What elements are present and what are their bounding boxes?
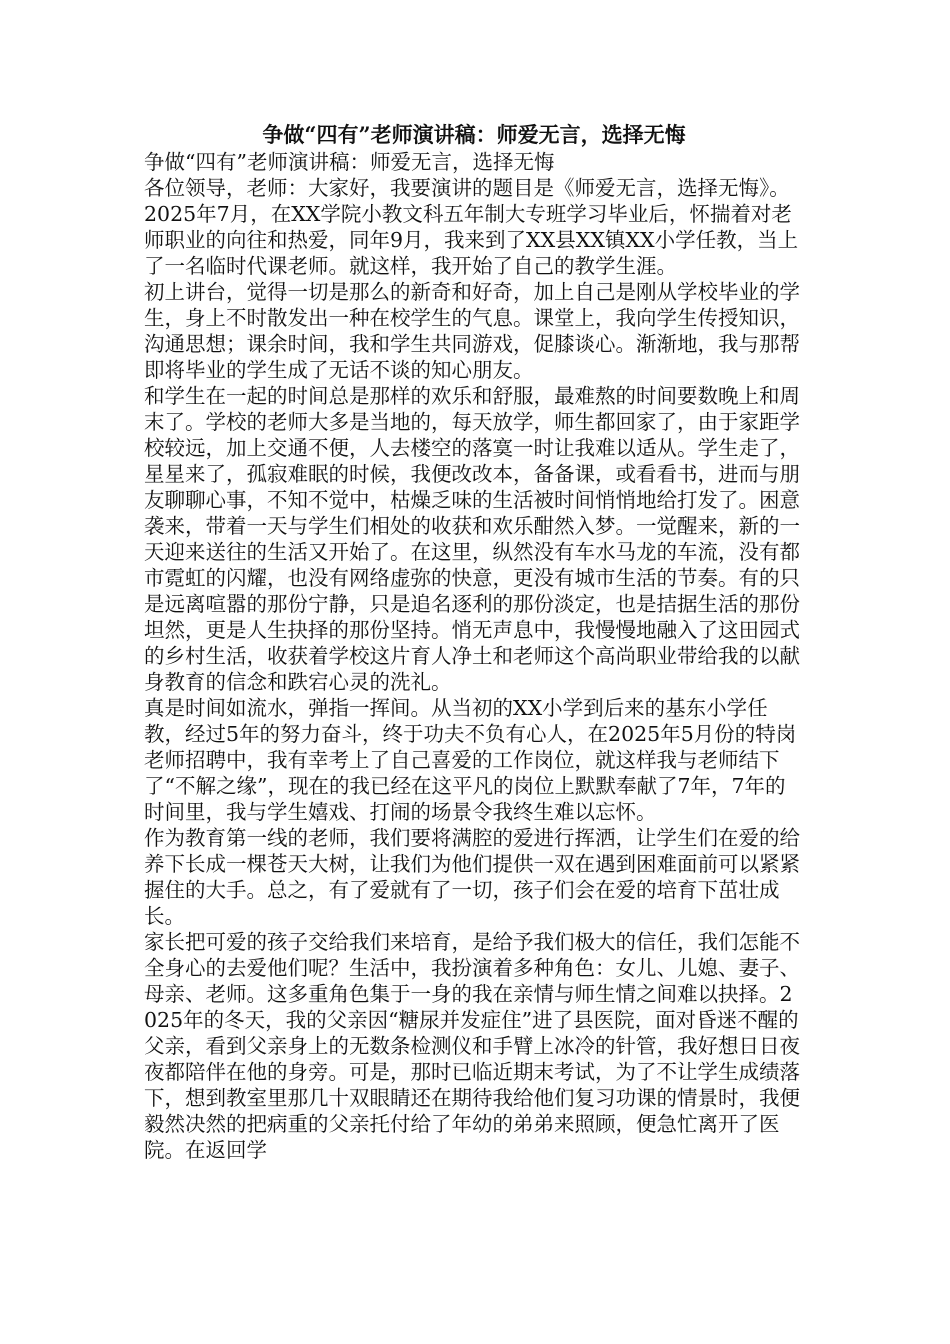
document-title: 争做“四有”老师演讲稿：师爱无言，选择无悔 bbox=[262, 122, 686, 147]
paragraph-greeting: 各位领导，老师：大家好，我要演讲的题目是《师爱无言，选择无悔》。 bbox=[144, 176, 790, 200]
paragraph-frontline-teacher: 作为教育第一线的老师，我们要将满腔的爱进行挥洒，让学生们在爱的给养下长成一棵苍天大树，让我们为他们提供一双在遇到困难面前可以紧紧握住的大手。总之，有了爱就有了一切，孩子们会在爱的培育下茁壮成长。 bbox=[144, 826, 800, 928]
paragraph-parents-trust: 家长把可爱的孩子交给我们来培育，是给予我们极大的信任，我们怎能不全身心的去爱他们呢？生活中，我扮演着多种角色：女儿、儿媳、妻子、母亲、老师。这多重角色集于一身的我在亲情与师生情之间难以抉择。2025年的冬天，我的父亲因“糖尿并发症住”进了县医院，面对昏迷不醒的父亲，看到父亲身上的无数条检测仪和手臂上冰冷的针管，我好想日日夜夜都陪伴在他的身旁。可是，那时已临近期末考试，为了不让学生成绩落下，想到教室里那几十双眼睛还在期待我给他们复习功课的情景时，我便毅然决然的把病重的父亲托付给了年幼的弟弟来照顾，便急忙离开了医院。在返回学 bbox=[144, 930, 800, 1162]
paragraph-first-teaching: 初上讲台，觉得一切是那么的新奇和好奇，加上自己是刚从学校毕业的学生，身上不时散发出一种在校学生的气息。课堂上，我向学生传授知识，沟通思想；课余时间，我和学生共同游戏，促膝谈心。渐渐地，我与那帮即将毕业的学生成了无话不谈的知心朋友。 bbox=[144, 280, 800, 382]
paragraph-subtitle: 争做“四有”老师演讲稿：师爱无言，选择无悔 bbox=[144, 150, 555, 174]
document-body bbox=[144, 121, 804, 1163]
paragraph-time-flies: 真是时间如流水，弹指一挥间。从当初的XX小学到后来的基东小学任教，经过5年的努力奋斗，终于功夫不负有心人，在2025年5月份的特岗老师招聘中，我有幸考上了自己喜爱的工作岗位，就这样我与老师结下了“不解之缘”，现在的我已经在这平凡的岗位上默默奉献了7年，7年的时间里，我与学生嬉戏、打闹的场景令我终生难以忘怀。 bbox=[144, 696, 797, 824]
paragraph-rural-life: 和学生在一起的时间总是那样的欢乐和舒服，最难熬的时间要数晚上和周末了。学校的老师大多是当地的，每天放学，师生都回家了，由于家距学校较远，加上交通不便，人去楼空的落寞一时让我难以适从。学生走了，星星来了，孤寂难眠的时候，我便改改本，备备课，或看看书，进而与朋友聊聊心事，不知不觉中，枯燥乏味的生活被时间悄悄地给打发了。困意袭来，带着一天与学生们相处的收获和欢乐酣然入梦。一觉醒来，新的一天迎来送往的生活又开始了。在这里，纵然没有车水马龙的车流，没有都市霓虹的闪耀，也没有网络虚弥的快意，更没有城市生活的节奏。有的只是远离喧嚣的那份宁静，只是追名逐利的那份淡定，也是拮据生活的那份坦然，更是人生抉择的那份坚持。悄无声息中，我慢慢地融入了这田园式的乡村生活，收获着学校这片育人净土和老师这个高尚职业带给我的以献身教育的信念和跌宕心灵的洗礼。 bbox=[144, 384, 800, 694]
paragraph-graduation: 2025年7月，在XX学院小教文科五年制大专班学习毕业后，怀揣着对老师职业的向往和热爱，同年9月，我来到了XX县XX镇XX小学任教，当上了一名临时代课老师。就这样，我开始了自己的教学生涯。 bbox=[144, 202, 799, 278]
